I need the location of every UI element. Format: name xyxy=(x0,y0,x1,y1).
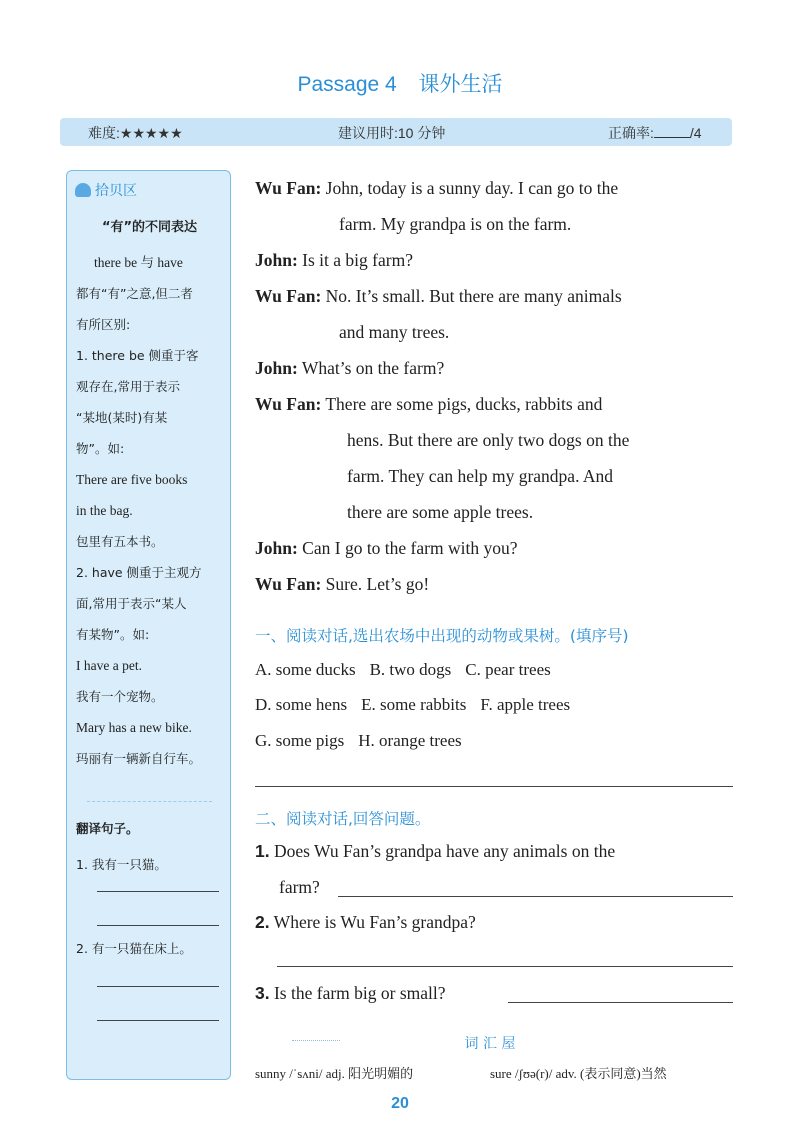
dialogue-line xyxy=(255,530,517,566)
page-number: 20 xyxy=(391,1095,409,1112)
sidebar-line: 2. have 侧重于主观方 xyxy=(76,565,202,580)
question-2 xyxy=(255,912,476,933)
question-text: Is the farm big or small? xyxy=(273,983,446,1003)
option-h: H. orange trees xyxy=(358,731,462,750)
option-b: B. two dogs xyxy=(369,660,452,679)
sidebar-line: 观存在,常用于表示 xyxy=(76,379,180,394)
sidebar-line: Mary has a new bike. xyxy=(76,720,192,735)
accuracy-field xyxy=(608,123,702,143)
sidebar-body xyxy=(76,247,226,774)
options-row-3 xyxy=(255,731,476,751)
translation-practice-2 xyxy=(76,931,226,967)
answer-line[interactable] xyxy=(97,986,219,987)
sidebar-tips xyxy=(66,170,231,1080)
sidebar-header xyxy=(75,181,137,201)
dialogue-text: What’s on the farm? xyxy=(301,358,445,378)
passage-topic: 课外生活 xyxy=(418,73,503,96)
translation-practice xyxy=(76,811,226,883)
dialogue-text: and many trees. xyxy=(339,322,450,342)
sidebar-line: 包里有五本书。 xyxy=(76,534,164,549)
options-row-2 xyxy=(255,695,584,715)
dialogue-text: Is it a big farm? xyxy=(302,250,413,270)
question-number: 2. xyxy=(255,912,270,932)
sidebar-line: “某地(某时)有某 xyxy=(76,410,168,425)
dialogue-text: farm. My grandpa is on the farm. xyxy=(339,214,572,234)
option-c: C. pear trees xyxy=(465,660,551,679)
sidebar-line: 面,常用于表示“某人 xyxy=(76,596,187,611)
option-f: F. apple trees xyxy=(480,695,571,714)
practice-question-1: 1. 我有一只猫。 xyxy=(76,857,167,872)
section-1-title: 一、阅读对话,选出农场中出现的动物或果树。(填序号) xyxy=(255,627,629,645)
dialogue-line xyxy=(255,242,413,278)
dialogue-text: There are some pigs, ducks, rabbits and xyxy=(325,394,603,414)
question-1 xyxy=(255,841,615,862)
sidebar-line: 玛丽有一辆新自行车。 xyxy=(76,751,202,766)
difficulty-rating: 难度:★★★★★ xyxy=(88,125,183,141)
question-text: Does Wu Fan’s grandpa have any animals on the xyxy=(273,841,616,861)
dialogue-text: there are some apple trees. xyxy=(347,502,534,522)
question-number: 3. xyxy=(255,983,270,1003)
sidebar-divider xyxy=(87,801,212,802)
question-text: Where is Wu Fan’s grandpa? xyxy=(273,912,476,932)
speaker-name: Wu Fan: xyxy=(255,394,322,414)
vocab-item-sunny: sunny /ˈsʌni/ adj. 阳光明媚的 xyxy=(255,1066,414,1081)
dialogue-line xyxy=(339,206,571,242)
dialogue-line xyxy=(255,170,618,206)
option-e: E. some rabbits xyxy=(361,695,467,714)
sidebar-line: 都有“有”之意,但二者 xyxy=(76,286,193,301)
answer-line[interactable] xyxy=(97,925,219,926)
dialogue-line xyxy=(347,458,613,494)
question-3 xyxy=(255,983,446,1004)
sidebar-line: 物”。如: xyxy=(76,441,125,456)
passage-title xyxy=(0,68,800,98)
answer-line[interactable] xyxy=(97,1020,219,1021)
accuracy-total: /4 xyxy=(689,125,702,141)
vocab-title: 词 汇 屋 xyxy=(464,1036,516,1052)
sidebar-line: 我有一个宠物。 xyxy=(76,689,164,704)
dialogue-line xyxy=(255,278,622,314)
dialogue-text: John, today is a sunny day. I can go to the xyxy=(325,178,619,198)
dialogue-text: hens. But there are only two dogs on the xyxy=(347,430,630,450)
section-2-title: 二、阅读对话,回答问题。 xyxy=(255,810,431,828)
option-d: D. some hens xyxy=(255,695,348,714)
shell-icon xyxy=(75,183,91,197)
sidebar-subtitle: “有”的不同表达 xyxy=(101,220,198,235)
practice-title: 翻译句子。 xyxy=(76,821,139,836)
question-text: farm? xyxy=(279,877,320,897)
dialogue-text: Sure. Let’s go! xyxy=(325,574,430,594)
speaker-name: John: xyxy=(255,538,298,558)
dialogue-text: No. It’s small. But there are many animals xyxy=(325,286,622,306)
question-number: 1. xyxy=(255,841,270,861)
question-1-answer-line[interactable] xyxy=(338,896,733,897)
speaker-name: John: xyxy=(255,358,298,378)
dialogue-line xyxy=(347,422,629,458)
accuracy-label: 正确率: xyxy=(608,125,654,141)
question-3-answer-line[interactable] xyxy=(508,1002,733,1003)
option-a: A. some ducks xyxy=(255,660,356,679)
sidebar-line: there be 与 have xyxy=(94,255,183,270)
sidebar-line: in the bag. xyxy=(76,503,133,518)
dialogue-line xyxy=(255,386,602,422)
passage-number: Passage 4 xyxy=(297,73,397,96)
sidebar-line: There are five books xyxy=(76,472,188,487)
dialogue-line xyxy=(339,314,449,350)
dialogue-line xyxy=(255,350,444,386)
speaker-name: Wu Fan: xyxy=(255,286,322,306)
speaker-name: John: xyxy=(255,250,298,270)
speaker-name: Wu Fan: xyxy=(255,178,322,198)
sidebar-section-title: 拾贝区 xyxy=(95,183,137,199)
question-1-cont xyxy=(279,877,320,898)
section-1-answer-line[interactable] xyxy=(255,786,733,787)
answer-line[interactable] xyxy=(97,891,219,892)
dialogue-text: Can I go to the farm with you? xyxy=(302,538,518,558)
sidebar-line: I have a pet. xyxy=(76,658,142,673)
vocab-item-sure: sure /ʃʊə(r)/ adv. (表示同意)当然 xyxy=(490,1066,667,1081)
options-row-1 xyxy=(255,660,565,680)
question-2-answer-line[interactable] xyxy=(277,966,733,967)
dialogue-line xyxy=(347,494,533,530)
option-g: G. some pigs xyxy=(255,731,345,750)
sidebar-line: 有某物”。如: xyxy=(76,627,150,642)
suggested-time: 建议用时:10 分钟 xyxy=(338,125,446,141)
sidebar-line: 有所区别: xyxy=(76,317,131,332)
dialogue-line xyxy=(255,566,429,602)
dialogue-text: farm. They can help my grandpa. And xyxy=(347,466,613,486)
speaker-name: Wu Fan: xyxy=(255,574,322,594)
accuracy-blank[interactable] xyxy=(654,125,690,138)
practice-question-2: 2. 有一只猫在床上。 xyxy=(76,941,192,956)
info-bar xyxy=(60,118,732,146)
sidebar-line: 1. there be 侧重于客 xyxy=(76,348,199,363)
